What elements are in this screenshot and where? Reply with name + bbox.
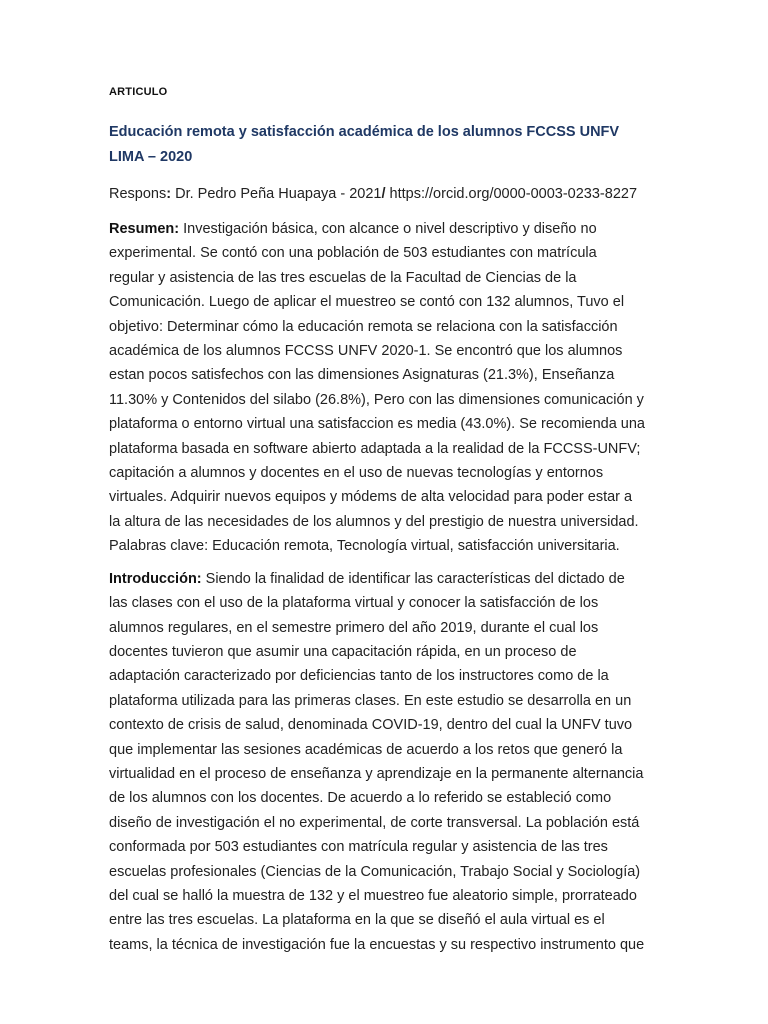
byline-colon: : — [166, 186, 172, 202]
text-line: del cual se halló la muestra de 132 y el muestreo fue aleatorio simple, prorrateado — [109, 887, 637, 904]
author-byline — [109, 182, 660, 206]
text-line: entre las tres escuelas. La plataforma en la que se diseñó el aula virtual es el — [109, 912, 605, 929]
article-title-line: Educación remota y satisfacción académica de los alumnos FCCSS UNFV — [109, 124, 620, 140]
section-tag: ARTICULO — [109, 86, 168, 98]
article-title-line: LIMA – 2020 — [109, 149, 193, 165]
byline-prefix: Respons — [109, 186, 167, 202]
text-line: Comunicación. Luego de aplicar el muestreo se contó con 132 alumnos, Tuvo el — [109, 294, 625, 311]
abstract-paragraph — [109, 217, 660, 559]
text-line: docentes tuvieron que asumir una capacitación rápida, en un proceso de — [109, 643, 577, 660]
text-line: estan pocos satisfechos con las dimensiones Asignaturas (21.3%), Enseñanza — [109, 367, 615, 384]
orcid-link[interactable]: https://orcid.org/0000-0003-0233-8227 — [385, 186, 638, 202]
abstract-text: Investigación básica, con alcance o nivel descriptivo y diseño no — [179, 221, 597, 237]
text-line: teams, la técnica de investigación fue la encuestas y su respectivo instrumento que — [109, 936, 645, 953]
abstract-label: Resumen: — [109, 221, 180, 237]
introduction-text: Siendo la finalidad de identificar las características del dictado de — [201, 570, 625, 587]
text-line: plataforma basada en software abierto adaptada a la realidad de la FCCSS-UNFV; — [109, 440, 641, 457]
text-line: regular y asistencia de las tres escuelas de la Facultad de Ciencias de la — [109, 269, 577, 286]
introduction-paragraph — [109, 567, 660, 958]
text-line: experimental. Se contó con una población de 503 estudiantes con matrícula — [109, 245, 597, 262]
text-line: conformada por 503 estudiantes con matrícula regular y asistencia de las tres — [109, 839, 608, 856]
text-line: plataforma o entorno virtual una satisfaccion es media (43.0%). Se recomienda una — [109, 416, 645, 433]
text-line: contexto de crisis de salud, denominada COVID-19, dentro del cual la UNFV tuvo — [109, 717, 633, 734]
byline-slash: / — [381, 186, 386, 202]
byline-author: Dr. Pedro Peña Huapaya - 2021 — [171, 186, 382, 202]
text-line: de los alumnos con los docentes. De acuerdo a lo referido se estableció como — [109, 790, 612, 807]
article-title — [109, 120, 660, 170]
text-line: virtualidad en el proceso de enseñanza y aprendizaje en la permanente alternancia — [109, 765, 644, 782]
text-line: escuelas profesionales (Ciencias de la Comunicación, Trabajo Social y Sociología) — [109, 863, 641, 880]
text-line — [109, 567, 660, 591]
text-line: que implementar las sesiones académicas de acuerdo a los retos que generó la — [109, 741, 623, 758]
text-line: adaptación caracterizado por deficiencias tanto de los instructores como de la — [109, 668, 609, 685]
text-line: las clases con el uso de la plataforma virtual y conocer la satisfacción de los — [109, 595, 599, 612]
text-line: capitación a alumnos y docentes en el uso de nuevas tecnologías y entornos — [109, 465, 604, 482]
keywords-line: Palabras clave: Educación remota, Tecnología virtual, satisfacción universitaria. — [109, 538, 620, 555]
text-line: 11.30% y Contenidos del silabo (26.8%), Pero con las dimensiones comunicación y — [109, 391, 644, 408]
introduction-label: Introducción: — [109, 570, 202, 587]
text-line: la altura de las necesidades de los alumnos y del prestigio de nuestra universidad. — [109, 513, 639, 530]
text-line: objetivo: Determinar cómo la educación remota se relaciona con la satisfacción — [109, 318, 618, 335]
text-line: alumnos regulares, en el semestre primero del año 2019, durante el cual los — [109, 619, 599, 636]
text-line: diseño de investigación el no experimental, de corte transversal. La población está — [109, 814, 640, 831]
text-line — [109, 217, 660, 241]
text-line: académica de los alumnos FCCSS UNFV 2020-1. Se encontró que los alumnos — [109, 343, 623, 360]
text-line: plataforma utilizada para las primeras clases. En este estudio se desarrolla en un — [109, 692, 632, 709]
text-line: virtuales. Adquirir nuevos equipos y módems de alta velocidad para poder estar a — [109, 489, 633, 506]
